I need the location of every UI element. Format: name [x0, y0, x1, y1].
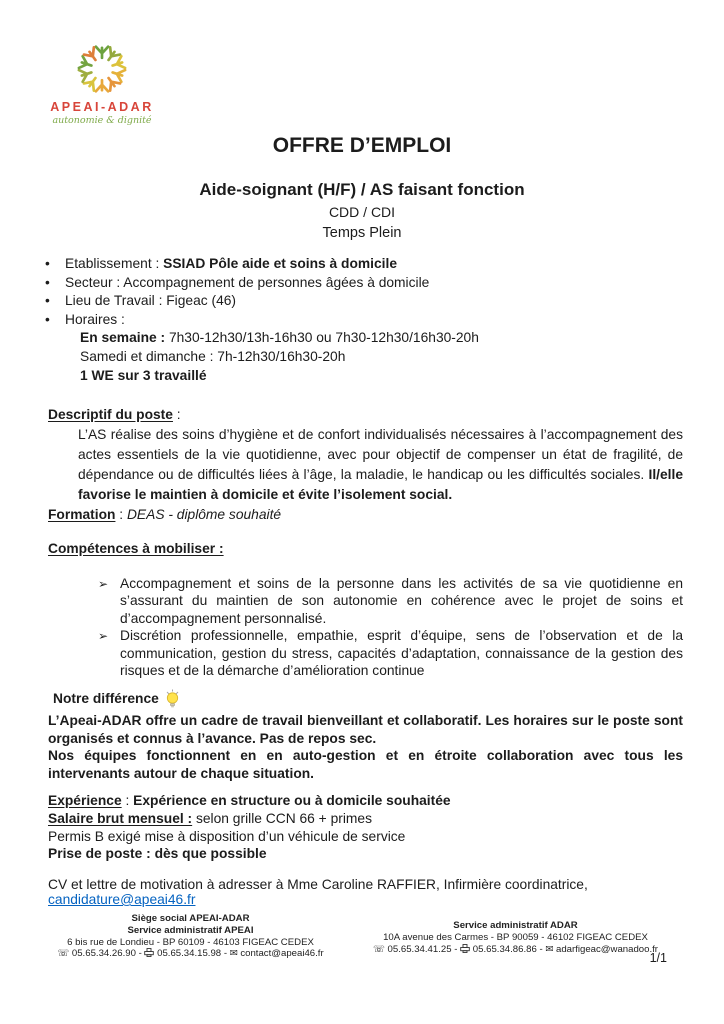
- list-item: [45, 292, 684, 311]
- bullet-icon: •: [45, 293, 50, 309]
- section-difference: [48, 689, 683, 782]
- competences-heading: Compétences à mobiliser :: [48, 541, 224, 556]
- experience-value: Expérience en structure ou à domicile souhaitée: [133, 793, 451, 808]
- page-title: OFFRE D’EMPLOI: [272, 134, 452, 157]
- etablissement-line: [65, 255, 397, 274]
- descriptif-heading: Descriptif du poste: [48, 407, 173, 422]
- salaire-line: [48, 810, 683, 828]
- semaine-value: 7h30-12h30/13h-16h30 ou 7h30-12h30/16h30-20h: [168, 330, 479, 346]
- etablissement-value: SSIAD Pôle aide et soins à domicile: [163, 256, 398, 271]
- footer-left-phone: 05.65.34.26.90: [71, 948, 136, 960]
- experience-line: [48, 792, 683, 810]
- difference-heading-line: [48, 689, 683, 709]
- permis-line: Permis B exigé mise à disposition d’un véhicule de service: [48, 828, 406, 844]
- bullet-icon: •: [45, 311, 50, 327]
- footer-right-phone: 05.65.34.41.25: [387, 943, 452, 955]
- competences-list: [48, 575, 683, 679]
- salaire-label: Salaire brut mensuel :: [48, 810, 193, 826]
- salaire-value: selon grille CCN 66 + primes: [192, 810, 372, 826]
- phone-icon: ☏: [57, 948, 70, 960]
- section-formation: [48, 507, 281, 522]
- descriptif-heading-line: [48, 407, 683, 422]
- mail-icon: ✉: [545, 943, 554, 955]
- application-text: CV et lettre de motivation à adresser à Mme Caroline RAFFIER, Infirmière coordinatrice,: [48, 877, 588, 892]
- footer-left-title1: Siège social APEAI-ADAR: [131, 913, 250, 924]
- semaine-label: En semaine :: [80, 330, 169, 346]
- horaires-label: Horaires :: [65, 311, 125, 327]
- work-time: Temps Plein: [322, 225, 402, 241]
- footer-right-address: 10A avenue des Carmes - BP 90059 - 46102 FIGEAC CEDEX: [383, 931, 648, 943]
- footer-left-contacts: [28, 948, 353, 960]
- competence-item: Discrétion professionnelle, empathie, esprit d’équipe, sens de l’observation et de la communication, gestion du stress, capacités d’adaptation, connaissance de la gestion des risques et de la démarche d’amélioration continue: [120, 628, 683, 679]
- separator: -: [536, 943, 546, 955]
- application-line: [48, 877, 694, 907]
- section-conditions: [48, 792, 683, 863]
- footer-left-title2: Service administratif APEAI: [127, 924, 254, 936]
- descriptif-body: L’AS réalise des soins d’hygiène et de confort individualisés nécessaires à l’accompagnement des actes essentiels de la vie quotidienne, avec pour objectif de compenser un état de fragilité, de dépendance ou de difficultés liées à l’âge, la maladie, le handicap ou les difficultés sociales.: [78, 427, 683, 482]
- difference-line2: Nos équipes fonctionnent en en auto-gestion et en étroite collaboration avec tous les intervenants autour de chaque situation.: [48, 748, 683, 781]
- footer-right-contacts: [353, 944, 678, 956]
- list-item: [98, 627, 683, 679]
- weekend-line: Samedi et dimanche : 7h-12h30/16h30-20h: [80, 348, 346, 364]
- footer-right-title: Service administratif ADAR: [453, 920, 578, 931]
- etablissement-label: Etablissement :: [65, 256, 164, 271]
- job-details-list: [45, 255, 684, 385]
- logo-tagline: autonomie & dignité: [52, 115, 152, 126]
- sun-figures-icon: [73, 40, 131, 98]
- footer-right-column: [353, 913, 678, 960]
- footer-left-column: [28, 913, 353, 960]
- lightbulb-icon: [165, 689, 180, 709]
- arrow-bullet-icon: ➢: [98, 577, 109, 591]
- application-email-link[interactable]: candidature@apeai46.fr: [48, 892, 196, 907]
- list-item: [45, 274, 684, 293]
- footer-left-email: contact@apeai46.fr: [240, 948, 324, 960]
- phone-icon: ☏: [372, 943, 385, 955]
- fax-icon: [460, 944, 470, 953]
- footer-right-fax: 05.65.34.86.86: [472, 943, 537, 955]
- separator: -: [451, 943, 461, 955]
- footer-left-fax: 05.65.34.15.98: [157, 948, 222, 960]
- logo-name: APEAI-ADAR: [50, 100, 154, 114]
- semaine-line: [80, 329, 684, 348]
- descriptif-paragraph: [78, 425, 683, 505]
- experience-label: Expérience: [48, 793, 122, 808]
- difference-heading: Notre différence: [53, 691, 159, 707]
- bullet-icon: •: [45, 274, 50, 290]
- formation-separator: :: [115, 507, 127, 522]
- horaires-sublines: [80, 329, 684, 385]
- footer-right-email: adarfigeac@wanadoo.fr: [555, 943, 658, 955]
- descriptif-body-bold: Il/elle favorise le maintien à domicile et évite l’isolement social.: [78, 467, 683, 502]
- lieu-line: Lieu de Travail : Figeac (46): [65, 293, 237, 309]
- page-number: 1/1: [649, 951, 667, 965]
- prise-de-poste-line: Prise de poste : dès que possible: [48, 846, 267, 862]
- list-item: [98, 575, 683, 627]
- competence-item: Accompagnement et soins de la personne dans les activités de sa vie quotidienne en s’assurant du maintien de son autonomie en cohérence avec le projet de soins et d’accompagnement personnalisé.: [120, 576, 683, 626]
- fax-icon: [144, 948, 154, 957]
- arrow-bullet-icon: ➢: [98, 629, 109, 644]
- formation-value: DEAS - diplôme souhaité: [126, 507, 282, 522]
- descriptif-heading-colon: :: [172, 407, 181, 422]
- weekend-note: 1 WE sur 3 travaillé: [80, 367, 207, 383]
- contract-type: CDD / CDI: [328, 204, 396, 220]
- header: [0, 134, 724, 241]
- separator: -: [135, 948, 145, 960]
- formation-heading: Formation: [48, 507, 116, 522]
- job-title: Aide-soignant (H/F) / AS faisant fonction: [199, 180, 525, 199]
- list-item: [45, 255, 684, 274]
- footer: [28, 913, 678, 960]
- section-descriptif: [48, 407, 683, 505]
- secteur-line: Secteur : Accompagnement de personnes âgées à domicile: [65, 274, 430, 290]
- footer-left-address: 6 bis rue de Londieu - BP 60109 - 46103 FIGEAC CEDEX: [67, 936, 314, 948]
- bullet-icon: •: [45, 256, 50, 271]
- difference-line1: L’Apeai-ADAR offre un cadre de travail bienveillant et collaboratif. Les horaires sur le poste sont organisés et connus à l’avance. Pas de repos sec.: [48, 713, 683, 746]
- list-item: [45, 311, 684, 330]
- mail-icon: ✉: [229, 948, 238, 960]
- separator: -: [221, 948, 230, 960]
- experience-separator: :: [121, 793, 134, 808]
- logo: [44, 40, 160, 126]
